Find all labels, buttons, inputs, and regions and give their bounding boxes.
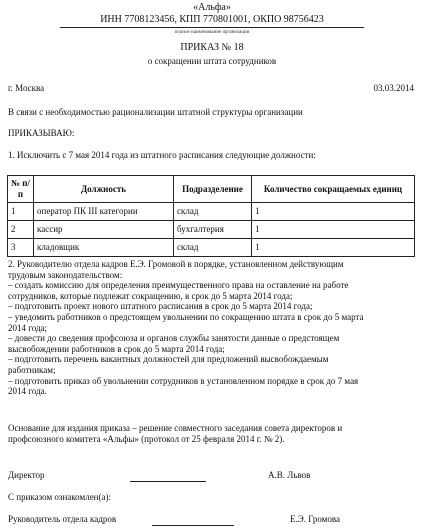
- item-2-line: трудовым законодательством:: [8, 269, 123, 280]
- hr-name: Е.Э. Громова: [290, 514, 340, 524]
- cell-number: 2: [8, 221, 34, 239]
- org-caption: полное наименование организации: [174, 30, 250, 35]
- order-subject: о сокращении штата сотрудников: [147, 56, 277, 66]
- cell-number: 1: [8, 203, 34, 221]
- cell-position: кладовщик: [34, 239, 174, 257]
- director-label: Директор: [8, 470, 45, 480]
- hr-label: Руководитель отдела кадров: [8, 514, 117, 524]
- header-rule: [60, 27, 364, 28]
- cell-number: 3: [8, 239, 34, 257]
- order-title: ПРИКАЗ № 18: [180, 42, 244, 53]
- table-row: [8, 239, 415, 257]
- positions-table: [7, 175, 415, 257]
- order-date: 03.03.2014: [373, 83, 414, 93]
- table-row: [8, 221, 415, 239]
- item-2-line: – уведомить работников о предстоящем увольнении по сокращению штата в срок до 5 марта: [8, 311, 364, 322]
- item-2-line: работникам;: [8, 364, 56, 375]
- col-header-number: № п/п: [8, 176, 34, 203]
- item-2: [8, 259, 418, 397]
- table-row: [8, 203, 415, 221]
- director-name: А.В. Львов: [268, 470, 311, 480]
- item-1: 1. Исключить с 7 мая 2014 года из штатного расписания следующие должности:: [8, 150, 316, 160]
- col-header-position: Должность: [34, 176, 174, 203]
- item-2-line: 2014 года;: [8, 322, 48, 333]
- order-word: ПРИКАЗЫВАЮ:: [8, 128, 75, 138]
- basis: [8, 423, 418, 444]
- item-2-line: сотрудников, которые подлежат сокращению, в срок до 5 марта 2014 года;: [8, 290, 293, 301]
- company-name: «Альфа»: [193, 2, 231, 13]
- basis-line: Основание для издания приказа – решение совместного заседания совета директоров и: [8, 423, 343, 433]
- director-signature-line: [130, 481, 206, 482]
- cell-position: оператор ПК III категории: [34, 203, 174, 221]
- cell-count: 1: [252, 203, 415, 221]
- item-2-line: – довести до сведения профсоюза и органов службы занятости данные о предстоящем: [8, 333, 340, 344]
- item-2-line: 2014 года.: [8, 386, 47, 397]
- item-2-line: – создать комиссию для определения преимущественного права на оставление на работе: [8, 280, 349, 291]
- place: г. Москва: [8, 83, 45, 93]
- cell-department: склад: [174, 239, 252, 257]
- item-2-line: 2. Руководителю отдела кадров Е.Э. Громовой в порядке, установленном действующим: [8, 259, 344, 269]
- cell-department: склад: [174, 203, 252, 221]
- hr-signature-line: [152, 525, 234, 526]
- cell-count: 1: [252, 221, 415, 239]
- cell-department: бухгалтерия: [174, 221, 252, 239]
- item-2-line: – подготовить перечень вакантных должностей для предложений высвобождаемым: [8, 354, 329, 365]
- company-ids: ИНН 7708123456, КПП 770801001, ОКПО 98756423: [100, 14, 324, 25]
- item-2-line: высвобождении работников в срок до 5 марта 2014 года;: [8, 343, 225, 354]
- acquainted-text: С приказом ознакомлен(а):: [8, 492, 111, 502]
- cell-position: кассир: [34, 221, 174, 239]
- col-header-count: Количество сокращаемых единиц: [252, 176, 415, 203]
- table-header-row: [8, 176, 415, 203]
- cell-count: 1: [252, 239, 415, 257]
- col-header-department: Подразделение: [174, 176, 252, 203]
- item-2-line: – подготовить приказ об увольнении сотрудников в установленном порядке в срок до 7 мая: [8, 375, 359, 386]
- item-2-line: – подготовить проект нового штатного расписания в срок до 5 марта 2014 года;: [8, 301, 313, 312]
- basis-line: профсоюзного комитета «Альфы» (протокол от 25 февраля 2014 г. № 2).: [8, 433, 285, 444]
- intro-text: В связи с необходимостью рационализации штатной структуры организации: [8, 107, 303, 117]
